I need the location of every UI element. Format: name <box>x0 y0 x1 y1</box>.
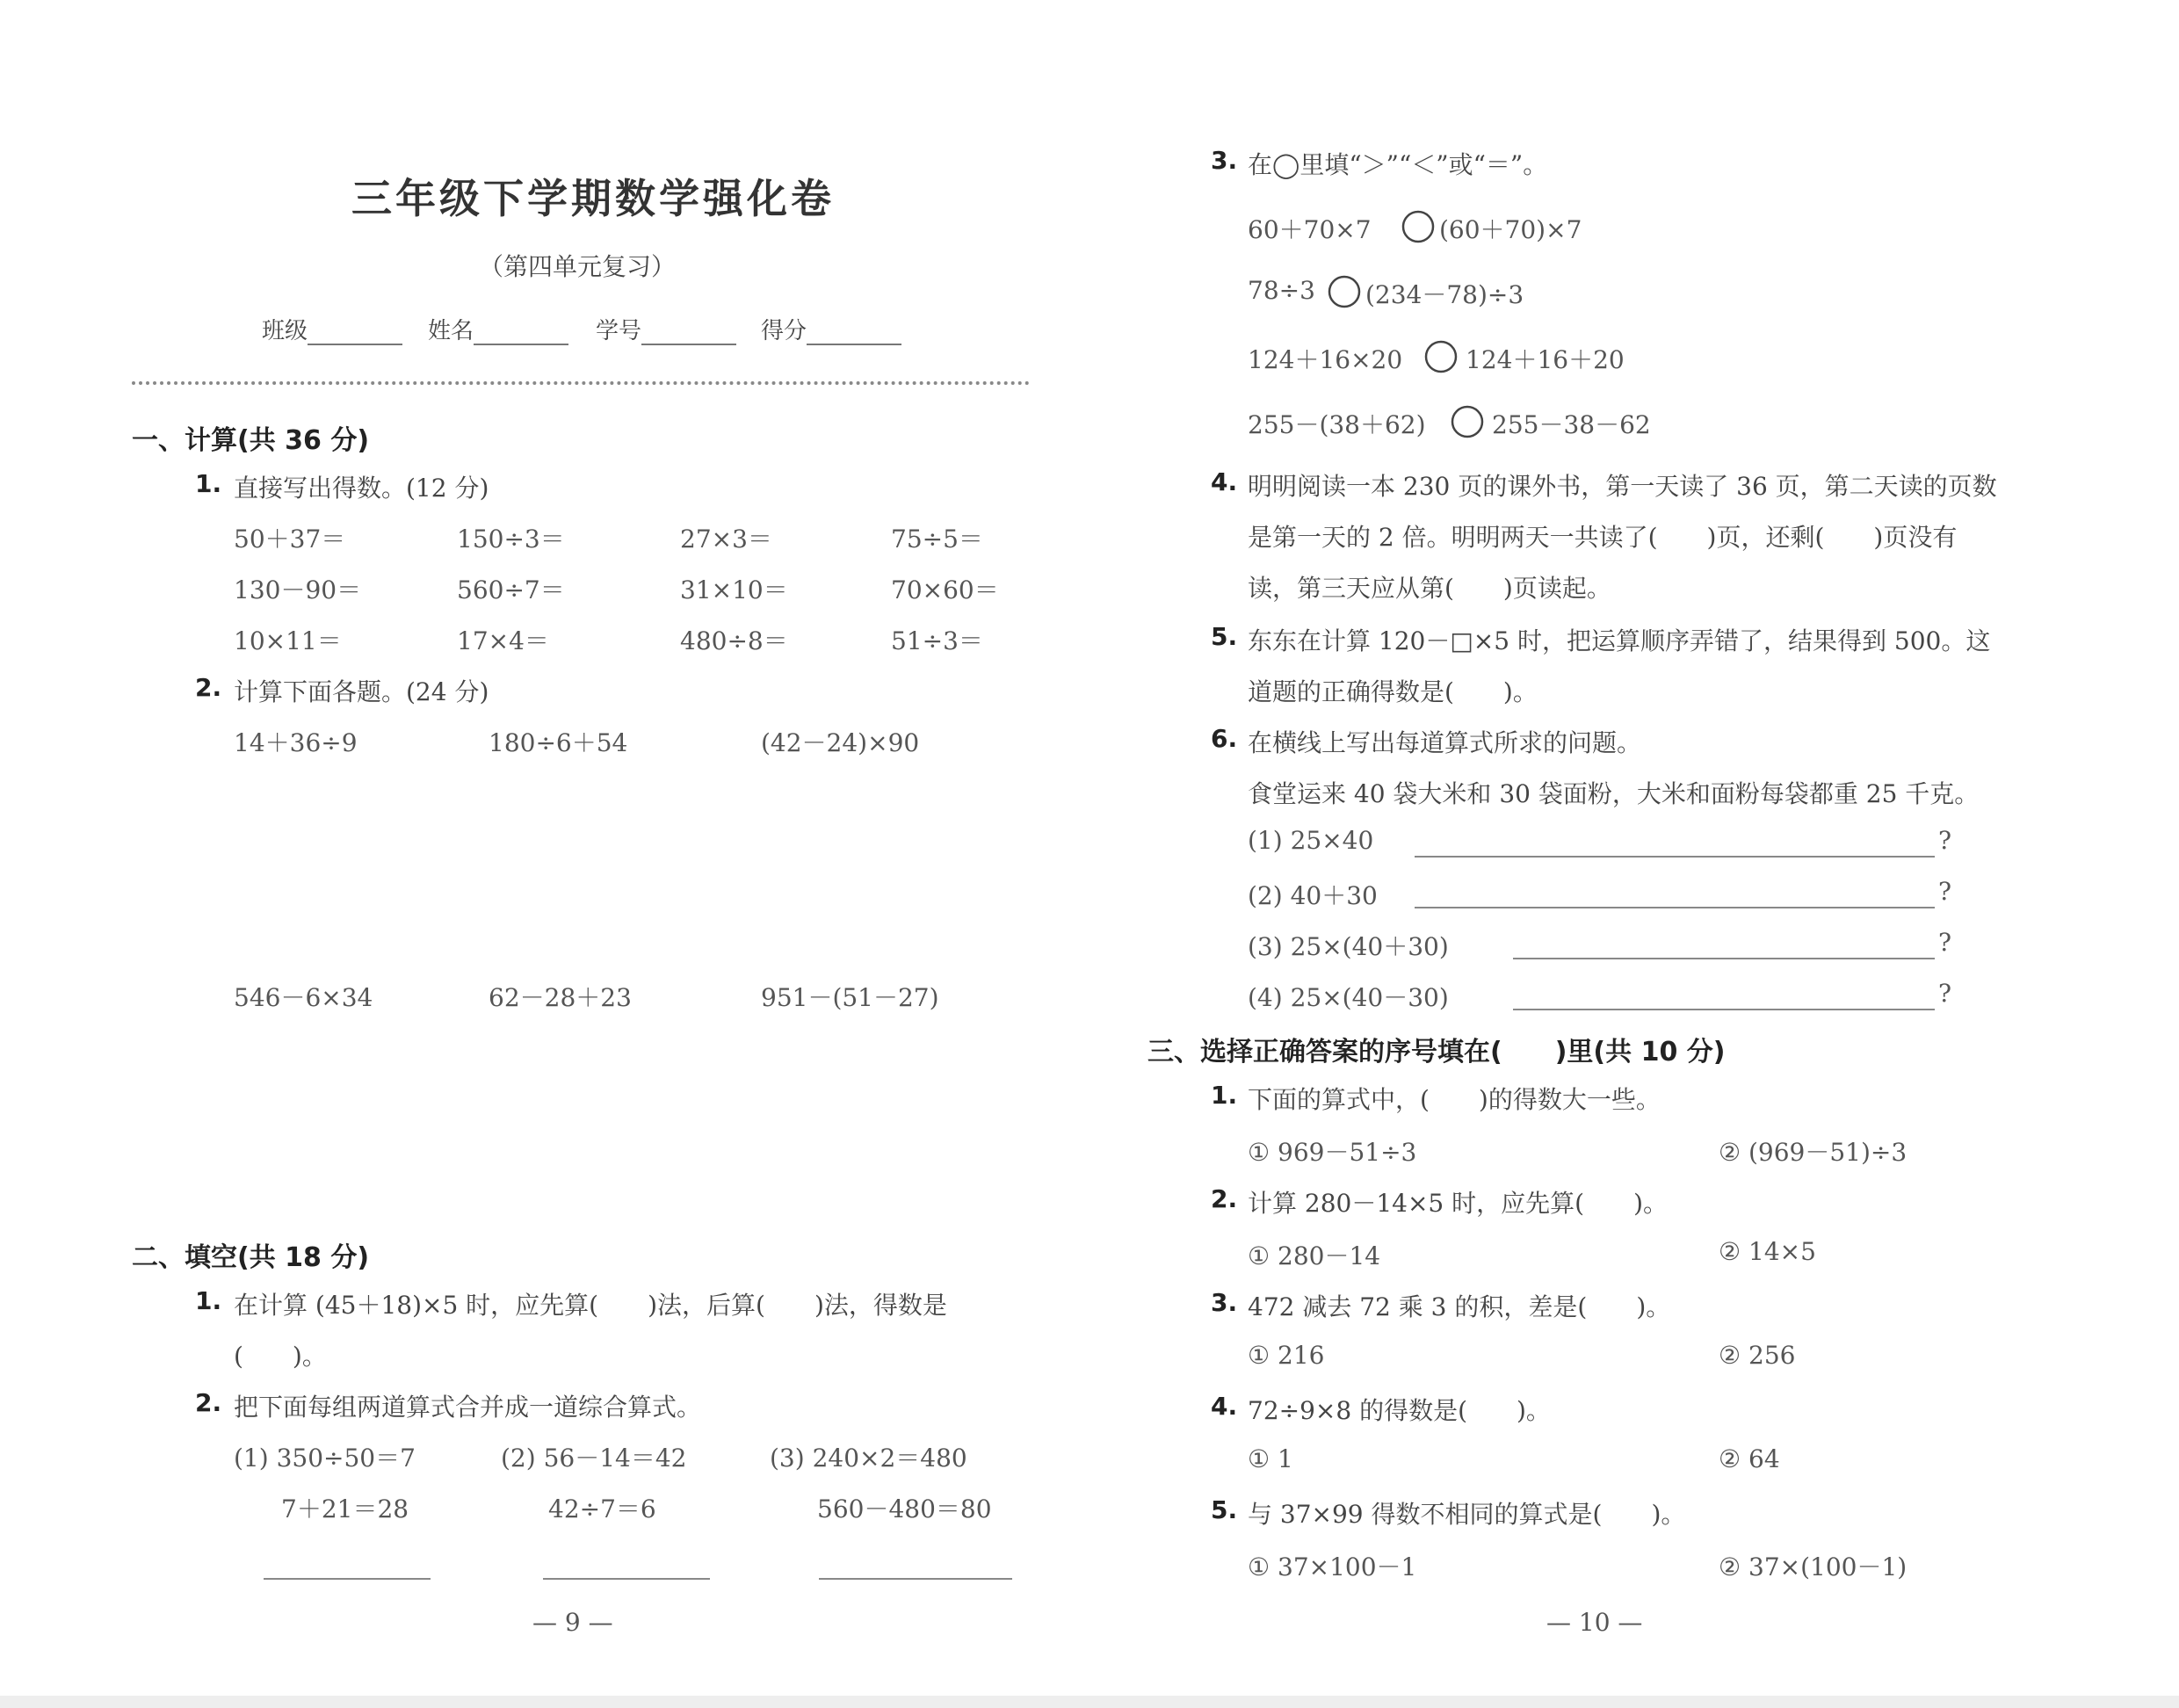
class-label: 班级 <box>262 318 308 344</box>
q4-line1: 明明阅读一本 230 页的课外书，第一天读了 36 页，第二天读的页数 <box>1248 472 1997 501</box>
choice-q5-option-1[interactable]: ① 37×100－1 <box>1248 1552 1417 1581</box>
compare-row-4-right: 255－38－62 <box>1492 410 1651 439</box>
answer-line-1[interactable] <box>264 1578 431 1580</box>
student-id-field[interactable] <box>596 313 736 345</box>
choice-q4-option-2[interactable]: ② 64 <box>1719 1444 1780 1473</box>
section-2-heading: 二、填空(共 18 分) <box>132 1242 370 1273</box>
q6-item-2: (2) 40＋30 <box>1248 881 1378 910</box>
page-subtitle: （第四单元复习） <box>479 252 677 281</box>
q6-qmark-3: ? <box>1938 928 1952 957</box>
compare-circle-4[interactable] <box>1450 404 1485 439</box>
calc-item-4: 546－6×34 <box>234 983 373 1012</box>
name-blank[interactable] <box>474 317 568 345</box>
q1-instruction: 直接写出得数。(12 分) <box>234 474 489 503</box>
compare-circle-2[interactable] <box>1327 274 1362 309</box>
choice-q3-text: 472 减去 72 乘 3 的积，差是( )。 <box>1248 1292 1671 1321</box>
q3-instruction: 在◯里填“＞”“＜”或“＝”。 <box>1248 150 1548 179</box>
choice-q3-option-1[interactable]: ① 216 <box>1248 1341 1325 1370</box>
group-2-eq-1: (2) 56－14＝42 <box>501 1444 687 1473</box>
q5-line1: 东东在计算 120－□×5 时，把运算顺序弄错了，结果得到 500。这 <box>1248 626 1991 655</box>
bottom-shadow <box>0 1696 2179 1708</box>
q6-qmark-2: ? <box>1938 877 1952 906</box>
right-page <box>1090 0 2179 1708</box>
group-3-eq-2: 560－480＝80 <box>817 1494 992 1523</box>
student-id-label: 学号 <box>596 318 642 344</box>
compare-circle-1[interactable] <box>1401 209 1436 244</box>
oral-item-4: 75÷5＝ <box>891 525 983 554</box>
answer-line-2[interactable] <box>543 1578 710 1580</box>
fill-q1-number: 1. <box>195 1286 222 1315</box>
choice-q5-number: 5. <box>1211 1495 1238 1524</box>
group-1-eq-2: 7＋21＝28 <box>281 1494 409 1523</box>
q6-number: 6. <box>1211 724 1238 753</box>
calc-item-3: (42－24)×90 <box>761 728 920 757</box>
choice-q4-number: 4. <box>1211 1392 1238 1421</box>
q6-context: 食堂运来 40 袋大米和 30 袋面粉，大米和面粉每袋都重 25 千克。 <box>1248 779 1980 808</box>
compare-circle-3[interactable] <box>1423 339 1459 374</box>
q6-item-4: (4) 25×(40－30) <box>1248 983 1449 1012</box>
q6-qmark-4: ? <box>1938 979 1952 1008</box>
compare-row-4-left: 255－(38＋62) <box>1248 410 1426 439</box>
oral-item-6: 560÷7＝ <box>457 575 565 604</box>
oral-item-10: 17×4＝ <box>457 626 549 655</box>
q2-number: 2. <box>195 673 222 702</box>
page-title: 三年级下学期数学强化卷 <box>351 175 835 222</box>
oral-item-12: 51÷3＝ <box>891 626 983 655</box>
oral-item-2: 150÷3＝ <box>457 525 565 554</box>
group-1-eq-1: (1) 350÷50＝7 <box>234 1444 416 1473</box>
fill-q1-line2: ( )。 <box>234 1342 327 1371</box>
q6-qmark-1: ? <box>1938 826 1952 855</box>
choice-q2-option-1[interactable]: ① 280－14 <box>1248 1241 1381 1270</box>
oral-item-11: 480÷8＝ <box>680 626 788 655</box>
q6-line-2[interactable] <box>1415 907 1935 908</box>
score-label: 得分 <box>761 318 807 344</box>
q2-instruction: 计算下面各题。(24 分) <box>234 677 489 706</box>
choice-q1-text: 下面的算式中，( )的得数大一些。 <box>1248 1085 1661 1114</box>
answer-line-3[interactable] <box>819 1578 1012 1580</box>
group-3-eq-1: (3) 240×2＝480 <box>770 1444 967 1473</box>
compare-row-2-right: (234－78)÷3 <box>1365 280 1524 309</box>
page-number: — 9 — <box>532 1608 613 1637</box>
q6-item-3: (3) 25×(40＋30) <box>1248 932 1449 961</box>
fill-q2-instruction: 把下面每组两道算式合并成一道综合算式。 <box>234 1393 702 1422</box>
fill-q2-number: 2. <box>195 1388 222 1417</box>
oral-item-8: 70×60＝ <box>891 575 999 604</box>
choice-q2-text: 计算 280－14×5 时，应先算( )。 <box>1248 1189 1668 1218</box>
q1-number: 1. <box>195 469 222 498</box>
class-field[interactable] <box>262 313 402 345</box>
page-number: — 10 — <box>1546 1608 1643 1637</box>
q6-item-1: (1) 25×40 <box>1248 826 1374 855</box>
q4-line3: 读，第三天应从第( )页读起。 <box>1248 574 1611 603</box>
oral-item-5: 130－90＝ <box>234 575 362 604</box>
compare-row-3-right: 124＋16＋20 <box>1466 345 1625 374</box>
group-2-eq-2: 42÷7＝6 <box>548 1494 656 1523</box>
section-1-heading: 一、计算(共 36 分) <box>132 425 370 456</box>
compare-row-1-right: (60＋70)×7 <box>1439 215 1582 244</box>
calc-item-5: 62－28＋23 <box>489 983 632 1012</box>
q5-line2: 道题的正确得数是( )。 <box>1248 677 1538 706</box>
calc-item-6: 951－(51－27) <box>761 983 939 1012</box>
choice-q2-option-2[interactable]: ② 14×5 <box>1719 1237 1816 1266</box>
choice-q5-text: 与 37×99 得数不相同的算式是( )。 <box>1248 1500 1686 1529</box>
choice-q4-text: 72÷9×8 的得数是( )。 <box>1248 1396 1551 1425</box>
oral-item-7: 31×10＝ <box>680 575 788 604</box>
q6-line-1[interactable] <box>1415 856 1935 858</box>
dotted-divider <box>132 381 1030 385</box>
q6-line-4[interactable] <box>1513 1009 1935 1010</box>
choice-q2-number: 2. <box>1211 1184 1238 1213</box>
class-blank[interactable] <box>308 317 402 345</box>
choice-q3-number: 3. <box>1211 1288 1238 1317</box>
score-blank[interactable] <box>807 317 901 345</box>
choice-q4-option-1[interactable]: ① 1 <box>1248 1444 1293 1473</box>
q6-line-3[interactable] <box>1513 958 1935 959</box>
oral-item-9: 10×11＝ <box>234 626 342 655</box>
q4-number: 4. <box>1211 467 1238 496</box>
score-field[interactable] <box>761 313 901 345</box>
choice-q1-number: 1. <box>1211 1081 1238 1110</box>
choice-q3-option-2[interactable]: ② 256 <box>1719 1341 1796 1370</box>
oral-item-3: 27×3＝ <box>680 525 772 554</box>
q3-number: 3. <box>1211 146 1238 175</box>
q5-number: 5. <box>1211 622 1238 651</box>
calc-item-1: 14＋36÷9 <box>234 728 358 757</box>
student-id-blank[interactable] <box>641 317 736 345</box>
choice-q5-option-2[interactable]: ② 37×(100－1) <box>1719 1552 1908 1581</box>
compare-row-3-left: 124＋16×20 <box>1248 345 1403 374</box>
fill-q1-line1: 在计算 (45＋18)×5 时，应先算( )法，后算( )法，得数是 <box>234 1291 947 1320</box>
section-3-heading: 三、选择正确答案的序号填在( )里(共 10 分) <box>1147 1037 1726 1068</box>
choice-q1-option-2[interactable]: ② (969－51)÷3 <box>1719 1138 1908 1167</box>
name-field[interactable] <box>428 313 568 345</box>
compare-row-1-left: 60＋70×7 <box>1248 215 1372 244</box>
name-label: 姓名 <box>428 318 474 344</box>
calc-item-2: 180÷6＋54 <box>489 728 628 757</box>
q4-line2: 是第一天的 2 倍。明明两天一共读了( )页，还剩( )页没有 <box>1248 523 1958 552</box>
compare-row-2-left: 78÷3 <box>1248 276 1315 305</box>
q6-instruction: 在横线上写出每道算式所求的问题。 <box>1248 728 1642 757</box>
oral-item-1: 50＋37＝ <box>234 525 346 554</box>
choice-q1-option-1[interactable]: ① 969－51÷3 <box>1248 1138 1417 1167</box>
